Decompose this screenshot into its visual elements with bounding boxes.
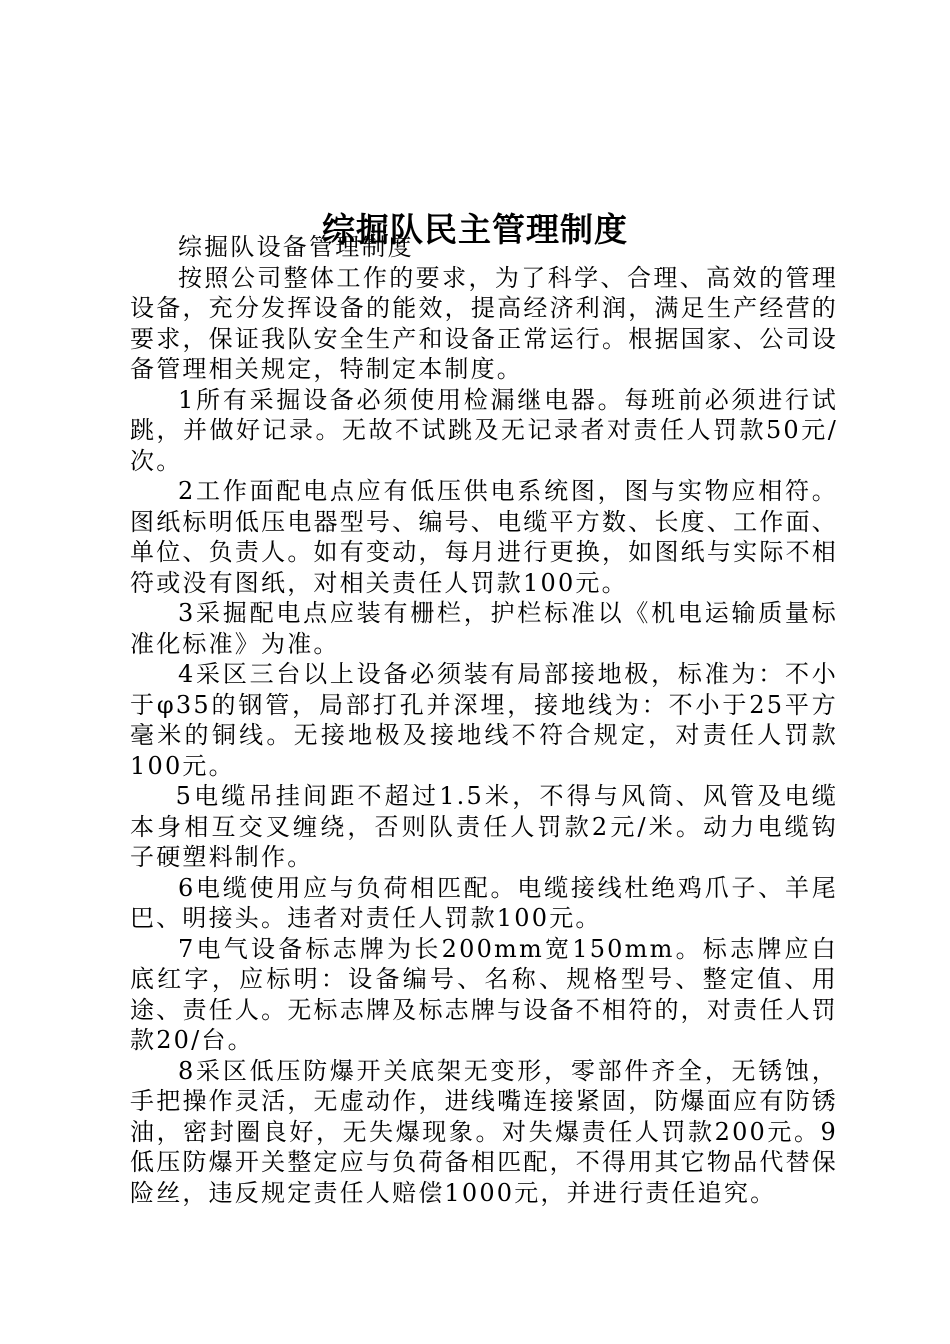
paragraph-rule-8-9: 8采区低压防爆开关底架无变形，零部件齐全，无锈蚀，手把操作灵活，无虚动作，进线嘴连接紧固，防爆面应有防锈油，密封圈良好，无失爆现象。对失爆责任人罚款200元。9低压防爆开关整定应与负荷备相匹配，不得用其它物品代替保险丝，违反规定责任人赔偿1000元，并进行责任追究。 [130, 1056, 838, 1207]
paragraph-rule-5: 5电缆吊挂间距不超过1.5米，不得与风筒、风管及电缆本身相互交叉缠绕，否则队责任人罚款2元/米。动力电缆钩子硬塑料制作。 [130, 782, 838, 871]
paragraph-intro: 按照公司整体工作的要求，为了科学、合理、高效的管理设备，充分发挥设备的能效，提高经济利润，满足生产经营的要求，保证我队安全生产和设备正常运行。根据国家、公司设备管理相关规定，特制定本制度。 [130, 263, 838, 383]
paragraph-rule-4: 4采区三台以上设备必须装有局部接地极，标准为：不小于φ35的钢管，局部打孔并深埋，接地线为：不小于25平方毫米的铜线。无接地极及接地线不符合规定，对责任人罚款100元。 [130, 660, 838, 780]
paragraph-rule-1: 1所有采掘设备必须使用检漏继电器。每班前必须进行试跳，并做好记录。无故不试跳及无记录者对责任人罚款50元/次。 [130, 385, 838, 475]
document-title: 综掘队民主管理制度 [322, 210, 628, 250]
paragraph-rule-2: 2工作面配电点应有低压供电系统图，图与实物应相符。图纸标明低压电器型号、编号、电缆平方数、长度、工作面、单位、负责人。如有变动，每月进行更换，如图纸与实际不相符或没有图纸，对相关责任人罚款100元。 [130, 477, 838, 597]
document-body [130, 232, 838, 1208]
paragraph-rule-6: 6电缆使用应与负荷相匹配。电缆接线杜绝鸡爪子、羊尾巴、明接头。违者对责任人罚款100元。 [130, 873, 838, 932]
paragraph-subtitle: 综掘队设备管理制度 [178, 233, 414, 261]
paragraph-rule-3: 3采掘配电点应装有栅栏，护栏标准以《机电运输质量标准化标准》为准。 [130, 599, 838, 658]
paragraph-rule-7: 7电气设备标志牌为长200mm宽150mm。标志牌应白底红字，应标明：设备编号、名称、规格型号、整定值、用途、责任人。无标志牌及标志牌与设备不相符的，对责任人罚款20/台。 [130, 934, 838, 1054]
